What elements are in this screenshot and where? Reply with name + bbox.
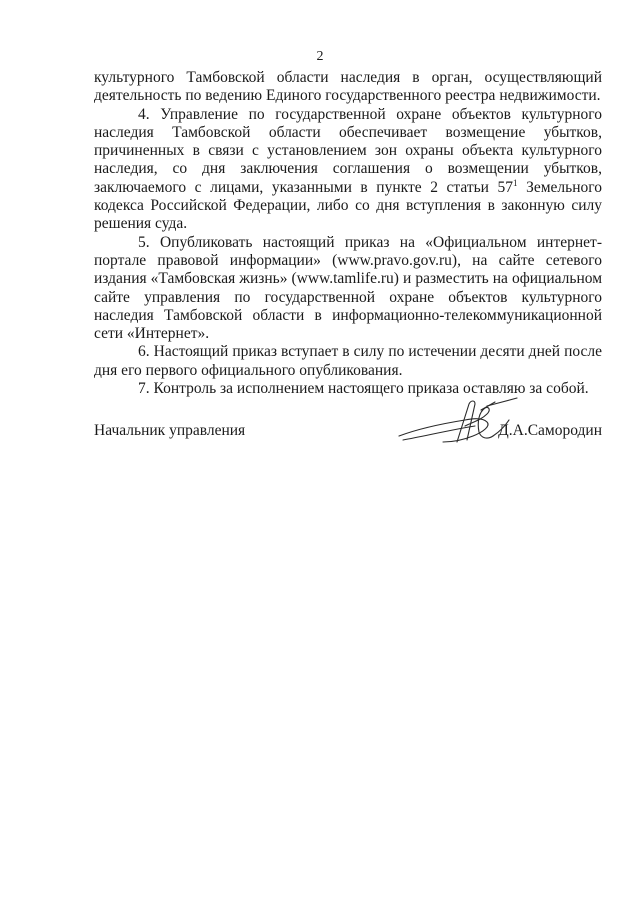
paragraph-item-4-text: 4. Управление по государственной охране объектов культурного наследия Тамбовской области обеспечивает возмещение убытков, причиненных в связи с установлением зон охраны объекта культурного наследия, со дня заключения соглашения о возмещении убытков, заключаемого с лицами, указанными в пункте 2 статьи 57	[94, 105, 602, 196]
paragraph-item-4	[94, 106, 602, 234]
paragraph-item-7: 7. Контроль за исполнением настоящего приказа оставляю за собой.	[138, 380, 589, 398]
paragraph-item-6: 6. Настоящий приказ вступает в силу по истечении десяти дней после дня его первого официального опубликования.	[94, 343, 602, 379]
article-superscript: 1	[513, 177, 518, 188]
signer-name: Д.А.Самородин	[498, 422, 602, 439]
document-body	[94, 69, 602, 398]
paragraph-item-4-text-end: Земельного кодекса Российской Федерации, либо со дня вступления в законную силу решения суда.	[94, 178, 602, 233]
signer-title: Начальник управления	[94, 422, 246, 439]
paragraph-item-5: 5. Опубликовать настоящий приказ на «Официальном интернет-портале правовой информации» (www.pravo.gov.ru), на сайте сетевого издания «Тамбовская жизнь» (www.tamlife.ru) и разместить на официальном сайте управления по государственной охране объектов культурного наследия Тамбовской области в информационно-телекоммуникационной сети «Интернет».	[94, 233, 602, 343]
page-number: 2	[316, 49, 324, 64]
paragraph-continuation: культурного Тамбовской области наследия в орган, осуществляющий деятельность по ведению Единого государственного реестра недвижимости.	[94, 69, 602, 105]
handwritten-signature	[395, 396, 530, 456]
